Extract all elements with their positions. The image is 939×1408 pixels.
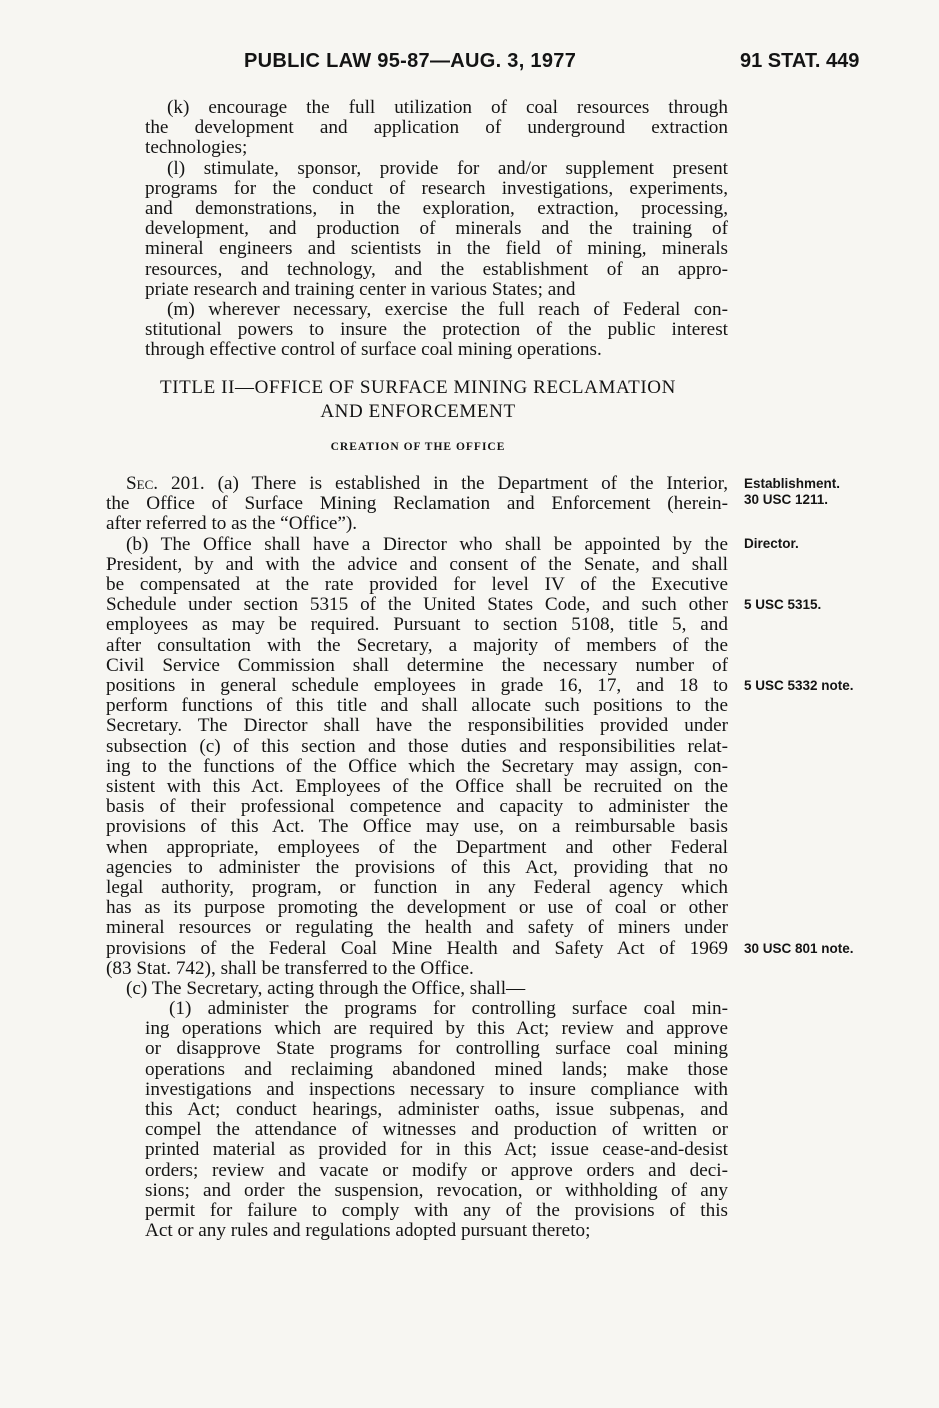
text-line: Secretary. The Director shall have the responsibilities provided under	[106, 715, 728, 737]
text-line: compel the attendance of witnesses and production of written or	[145, 1119, 728, 1141]
text-line: (83 Stat. 742), shall be transferred to the Office.	[106, 957, 474, 979]
margin-note-usc-5332: 5 USC 5332 note.	[744, 678, 854, 693]
text-line: Act or any rules and regulations adopted pursuant thereto;	[145, 1220, 591, 1242]
text-line: through effective control of surface coal mining operations.	[145, 339, 602, 361]
text-line: (k) encourage the full utilization of coal resources through	[167, 97, 728, 118]
text-line: orders; review and vacate or modify or approve orders and deci-	[145, 1159, 728, 1181]
text-line: perform functions of this title and shall allocate such positions to the	[106, 695, 728, 717]
paragraphs-k-l-m	[145, 98, 728, 361]
text-line: Civil Service Commission shall determine the necessary number of	[106, 654, 728, 676]
text-line: President, by and with the advice and consent of the Senate, and shall	[106, 553, 728, 575]
text-line: sions; and order the suspension, revocation, or withholding of any	[145, 1179, 728, 1201]
text-line: priate research and training center in various States; and	[145, 278, 576, 300]
text-line: legal authority, program, or function in any Federal agency which	[106, 877, 728, 899]
header-title: PUBLIC LAW 95-87—AUG. 3, 1977	[244, 50, 577, 72]
text-line: the development and application of underground extraction	[145, 117, 728, 139]
text-line: Schedule under section 5315 of the United States Code, and such other	[106, 594, 728, 616]
section-201-body	[106, 474, 728, 999]
text-line: operations and reclaiming abandoned mined lands; make those	[145, 1058, 728, 1080]
section-subheading: CREATION OF THE OFFICE	[330, 441, 506, 453]
text-line: this Act; conduct hearings, administer oaths, issue subpenas, and	[145, 1099, 728, 1121]
text-line: and demonstrations, in the exploration, extraction, processing,	[145, 198, 728, 220]
text-line: when appropriate, employees of the Department and other Federal	[106, 836, 728, 858]
text-line: employees as may be required. Pursuant to section 5108, title 5, and	[106, 614, 728, 636]
margin-note-establishment: Establishment.	[744, 476, 841, 491]
text-line: subsection (c) of this section and those duties and responsibilities relat-	[106, 735, 728, 757]
text-line: provisions of this Act. The Office may use, on a reimbursable basis	[106, 816, 728, 838]
text-line: permit for failure to comply with any of the provisions of this	[145, 1200, 728, 1222]
text-line: after referred to as the “Office”).	[106, 513, 358, 535]
text-line	[106, 474, 728, 494]
text-line: basis of their professional competence and capacity to administer the	[106, 796, 728, 818]
page-header	[0, 50, 939, 76]
text-line: sistent with this Act. Employees of the Office shall be recruited on the	[106, 776, 728, 798]
text-line: mineral engineers and scientists in the field of mining, minerals	[145, 238, 728, 260]
text-line: ing to the functions of the Office which the Secretary may assign, con-	[106, 755, 728, 777]
text-line: (c) The Secretary, acting through the Office, shall—	[126, 978, 526, 1000]
text-line: (1) administer the programs for controlling surface coal min-	[169, 998, 728, 1019]
text-line: mineral resources or regulating the health and safety of miners under	[106, 917, 728, 939]
text-line: ing operations which are required by this Act; review and approve	[145, 1018, 728, 1040]
section-label: Sec. 201.	[126, 473, 205, 494]
text-line: resources, and technology, and the establishment of an appro-	[145, 258, 728, 280]
title-line: AND ENFORCEMENT	[320, 401, 516, 422]
text-line: (m) wherever necessary, exercise the full reach of Federal con-	[167, 299, 728, 321]
text-line: agencies to administer the provisions of this Act, providing that no	[106, 856, 728, 878]
text-line: provisions of the Federal Coal Mine Health and Safety Act of 1969	[106, 937, 728, 959]
text-fragment: (a) There is established in the Department of the Interior,	[204, 473, 728, 494]
text-line: technologies;	[145, 137, 248, 159]
text-line: be compensated at the rate provided for level IV of the Executive	[106, 574, 728, 596]
text-line: (l) stimulate, sponsor, provide for and/or supplement present	[167, 157, 728, 179]
text-line: has as its purpose promoting the development or use of coal or other	[106, 897, 728, 919]
title-line: TITLE II—OFFICE OF SURFACE MINING RECLAMATION	[160, 377, 676, 398]
margin-note-usc-1211: 30 USC 1211.	[744, 492, 829, 507]
text-line: (b) The Office shall have a Director who shall be appointed by the	[126, 533, 728, 555]
margin-note-director: Director.	[744, 536, 799, 551]
text-line: or disapprove State programs for controlling surface coal mining	[145, 1038, 728, 1060]
text-line: programs for the conduct of research investigations, experiments,	[145, 177, 728, 199]
header-page-number: 91 STAT. 449	[740, 50, 860, 72]
text-line: the Office of Surface Mining Reclamation and Enforcement (herein-	[106, 493, 728, 515]
item-1-paragraph	[145, 999, 728, 1241]
text-line: after consultation with the Secretary, a majority of members of the	[106, 634, 728, 656]
margin-note-usc-5315: 5 USC 5315.	[744, 597, 822, 612]
text-line: investigations and inspections necessary to insure compliance with	[145, 1078, 728, 1100]
text-line: stitutional powers to insure the protection of the public interest	[145, 319, 728, 341]
text-line: printed material as provided for in this Act; issue cease-and-desist	[145, 1139, 728, 1161]
text-line: positions in general schedule employees in grade 16, 17, and 18 to	[106, 675, 728, 697]
margin-note-usc-801: 30 USC 801 note.	[744, 941, 854, 956]
text-line: development, and production of minerals and the training of	[145, 218, 728, 240]
title-heading	[108, 376, 728, 424]
